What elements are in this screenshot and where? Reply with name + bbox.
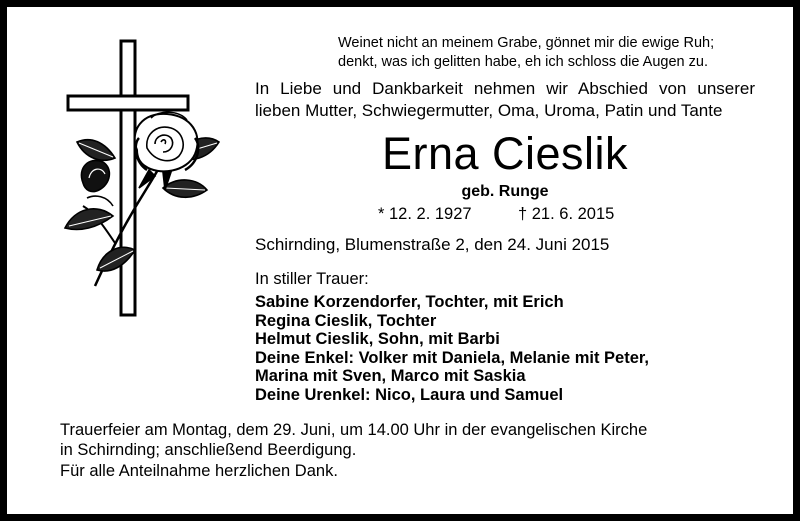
- cross-with-rose-icon: [55, 38, 225, 318]
- quote-line-2: denkt, was ich gelitten habe, eh ich schloss die Augen zu.: [338, 54, 708, 70]
- place-date: Schirnding, Blumenstraße 2, den 24. Juni 2015: [255, 235, 610, 254]
- mourners-list: [255, 293, 755, 404]
- funeral-line-2: in Schirnding; anschließend Beerdigung.: [60, 440, 357, 459]
- funeral-info: [60, 421, 700, 460]
- rose-icon: [65, 112, 219, 286]
- death-date: † 21. 6. 2015: [518, 205, 615, 223]
- maiden-name: geb. Runge: [461, 183, 549, 200]
- funeral-line-1: Trauerfeier am Montag, dem 29. Juni, um 14.00 Uhr in der evangelischen Kirche: [60, 421, 648, 439]
- intro-line-1: In Liebe und Dankbarkeit nehmen wir Abschied von unserer: [255, 79, 755, 98]
- mourning-title: In stiller Trauer:: [255, 270, 369, 288]
- mourner-line: Helmut Cieslik, Sohn, mit Barbi: [255, 330, 500, 348]
- birth-date: * 12. 2. 1927: [378, 205, 472, 223]
- deceased-name: Erna Cieslik: [381, 128, 629, 179]
- thanks-text: Für alle Anteilnahme herzlichen Dank.: [60, 462, 338, 480]
- intro-line-2: lieben Mutter, Schwiegermutter, Oma, Uroma, Patin und Tante: [255, 101, 723, 120]
- mourner-line: Deine Urenkel: Nico, Laura und Samuel: [255, 385, 564, 404]
- quote: [338, 34, 750, 72]
- mourner-line: Deine Enkel: Volker mit Daniela, Melanie mit Peter,: [255, 348, 650, 367]
- quote-line-1: Weinet nicht an meinem Grabe, gönnet mir die ewige Ruh;: [338, 35, 715, 51]
- mourner-line: Marina mit Sven, Marco mit Saskia: [255, 367, 526, 385]
- intro-text: [255, 78, 755, 122]
- mourner-line: Regina Cieslik, Tochter: [255, 311, 437, 330]
- mourner-line: Sabine Korzendorfer, Tochter, mit Erich: [255, 293, 564, 311]
